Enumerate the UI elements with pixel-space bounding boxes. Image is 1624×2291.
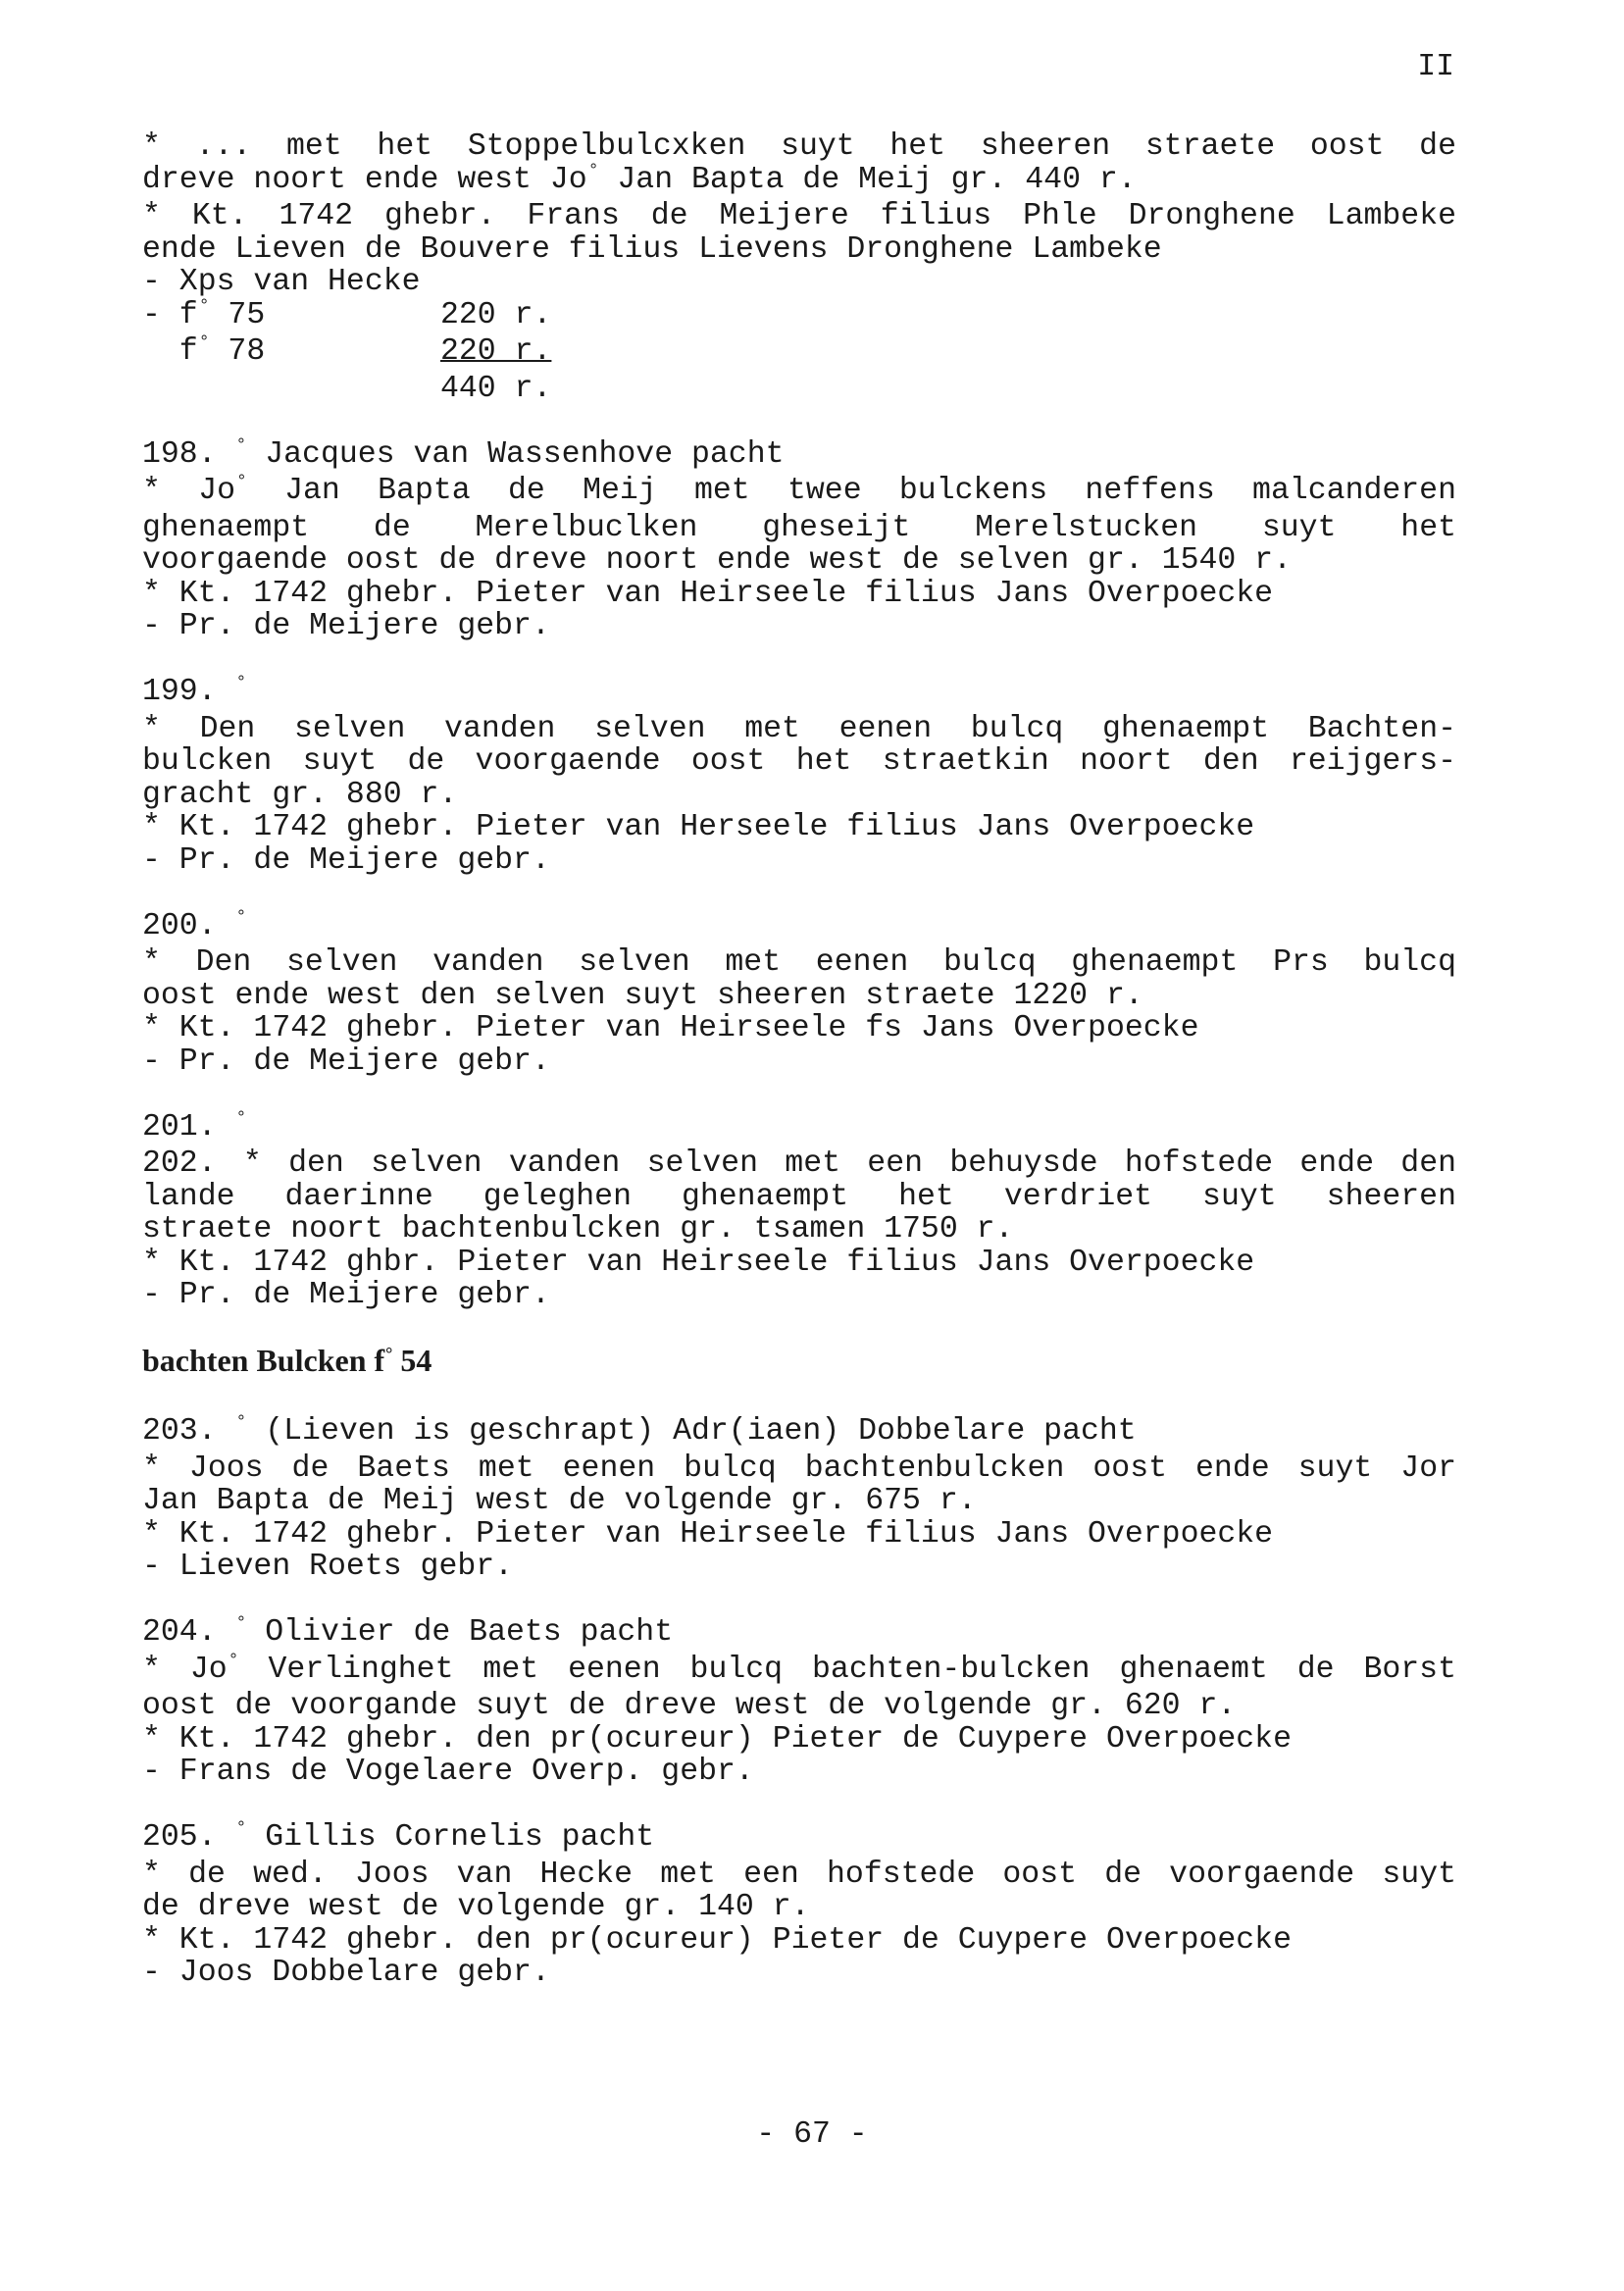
degree-mark: ° [235,1108,247,1129]
entry-heading: 201. ° [142,1108,247,1145]
entry-198 [142,435,1456,643]
text-line: ghenaempt de Merelbuclken gheseijt Merelstucken suyt het [142,510,1456,545]
text-line: 202. * den selven vanden selven met een behuysde hofstede ende den [142,1146,1456,1181]
text-line: * Kt. 1742 ghebr. Pieter van Heirseele filius Jans Overpoecke [142,576,1274,611]
degree-mark: ° [236,473,247,492]
folio-sum-row: - f° 75 220 r. [142,296,552,332]
degree-mark: ° [235,1819,247,1839]
section-heading: bachten Bulcken f° 54 [142,1343,432,1378]
text-line: gracht gr. 880 r. [142,777,458,812]
text-line: * Jo° Jan Bapta de Meij met twee bulckens neffens malcanderen [142,473,1456,508]
degree-mark: ° [198,333,210,353]
degree-mark: ° [235,907,247,928]
text-line: * Kt. 1742 ghebr. Frans de Meijere filius Phle Dronghene Lambeke [142,199,1456,233]
text-line: oost ende west den selven suyt sheeren straete 1220 r. [142,978,1143,1013]
degree-mark: ° [228,1651,239,1671]
text-line: - Xps van Hecke [142,265,421,299]
degree-mark: ° [235,674,247,693]
text-line: - Lieven Roets gebr. [142,1550,514,1584]
text-line: * Jo° Verlinghet met eenen bulcq bachten-bulcken ghenaemt de Borst [142,1651,1456,1687]
text-line: * Kt. 1742 ghebr. den pr(ocureur) Pieter de Cuypere Overpoecke [142,1922,1292,1958]
text-line: voorgaende oost de dreve noort ende west de selven gr. 1540 r. [142,543,1292,578]
text-line: * de wed. Joos van Hecke met een hofstede oost de voorgaende suyt [142,1857,1456,1892]
text-line: lande daerinne geleghen ghenaempt het verdriet suyt sheeren [142,1179,1456,1214]
entry-204 [142,1616,1456,1789]
entry-heading: 199. ° [142,674,247,709]
text-line: * Den selven vanden selven met eenen bulcq ghenaempt Bachten- [142,711,1456,746]
entry-heading: 204. ° Olivier de Baets pacht [142,1614,674,1650]
text-line: straete noort bachtenbulcken gr. tsamen 1750 r. [142,1212,1014,1247]
text-line: de dreve west de volgende gr. 140 r. [142,1890,810,1924]
text-line: - Frans de Vogelaere Overp. gebr. [142,1755,754,1789]
text-line: - Pr. de Meijere gebr. [142,1278,550,1312]
text-line: Jan Bapta de Meij west de volgende gr. 675 r. [142,1484,977,1518]
document-body [142,130,1456,1990]
text-line: * Den selven vanden selven met eenen bulcq ghenaempt Prs bulcq [142,945,1456,980]
degree-mark: ° [235,1413,247,1433]
degree-mark: ° [235,435,247,456]
text-line: * Kt. 1742 ghebr. Pieter van Heirseele fs Jans Overpoecke [142,1011,1199,1045]
degree-mark: ° [235,1614,247,1634]
entry-heading: 205. ° Gillis Cornelis pacht [142,1819,655,1855]
entry-continued [142,130,1456,405]
entry-heading: 200. ° [142,907,247,943]
entry-201-202 [142,1108,1456,1312]
degree-mark: ° [385,1344,393,1363]
text-line: * Kt. 1742 ghebr. Pieter van Heirseele filius Jans Overpoecke [142,1516,1274,1552]
text-line: * Joos de Baets met eenen bulcq bachtenbulcken oost ende suyt Jor [142,1451,1456,1486]
folio-sum-total: 440 r. [440,371,552,406]
text-line: * Kt. 1742 ghbr. Pieter van Heirseele filius Jans Overpoecke [142,1245,1255,1280]
entry-199 [142,676,1456,877]
text-line: * ... met het Stoppelbulcxken suyt het sheeren straete oost de [142,129,1456,164]
text-line: - Pr. de Meijere gebr. [142,609,550,643]
text-line: * Kt. 1742 ghebr. den pr(ocureur) Pieter de Cuypere Overpoecke [142,1721,1292,1756]
degree-mark: ° [198,296,210,317]
text-line: - Pr. de Meijere gebr. [142,842,550,878]
entry-205 [142,1821,1456,1990]
degree-mark: ° [587,161,599,181]
text-line: oost de voorgande suyt de dreve west de volgende gr. 620 r. [142,1689,1237,1723]
entry-203 [142,1415,1456,1584]
text-line: - Joos Dobbelare gebr. [142,1956,550,1990]
page-number: - 67 - [756,2117,868,2152]
text-line: - Pr. de Meijere gebr. [142,1044,550,1079]
text-line: dreve noort ende west Jo° Jan Bapta de Meij gr. 440 r. [142,161,1137,197]
text-line: bulcken suyt de voorgaende oost het straetkin noort den reijgers- [142,744,1456,779]
entry-heading: 203. ° (Lieven is geschrapt) Adr(iaen) Dobbelare pacht [142,1413,1137,1449]
entry-200 [142,907,1456,1079]
text-line: * Kt. 1742 ghebr. Pieter van Herseele filius Jans Overpoecke [142,810,1255,844]
entry-heading: 198. ° Jacques van Wassenhove pacht [142,435,785,472]
text-line: ende Lieven de Bouvere filius Lievens Dronghene Lambeke [142,231,1162,267]
page-roman-numeral: II [1417,50,1454,84]
folio-sum-row: f° 78 220 r. [142,333,552,369]
